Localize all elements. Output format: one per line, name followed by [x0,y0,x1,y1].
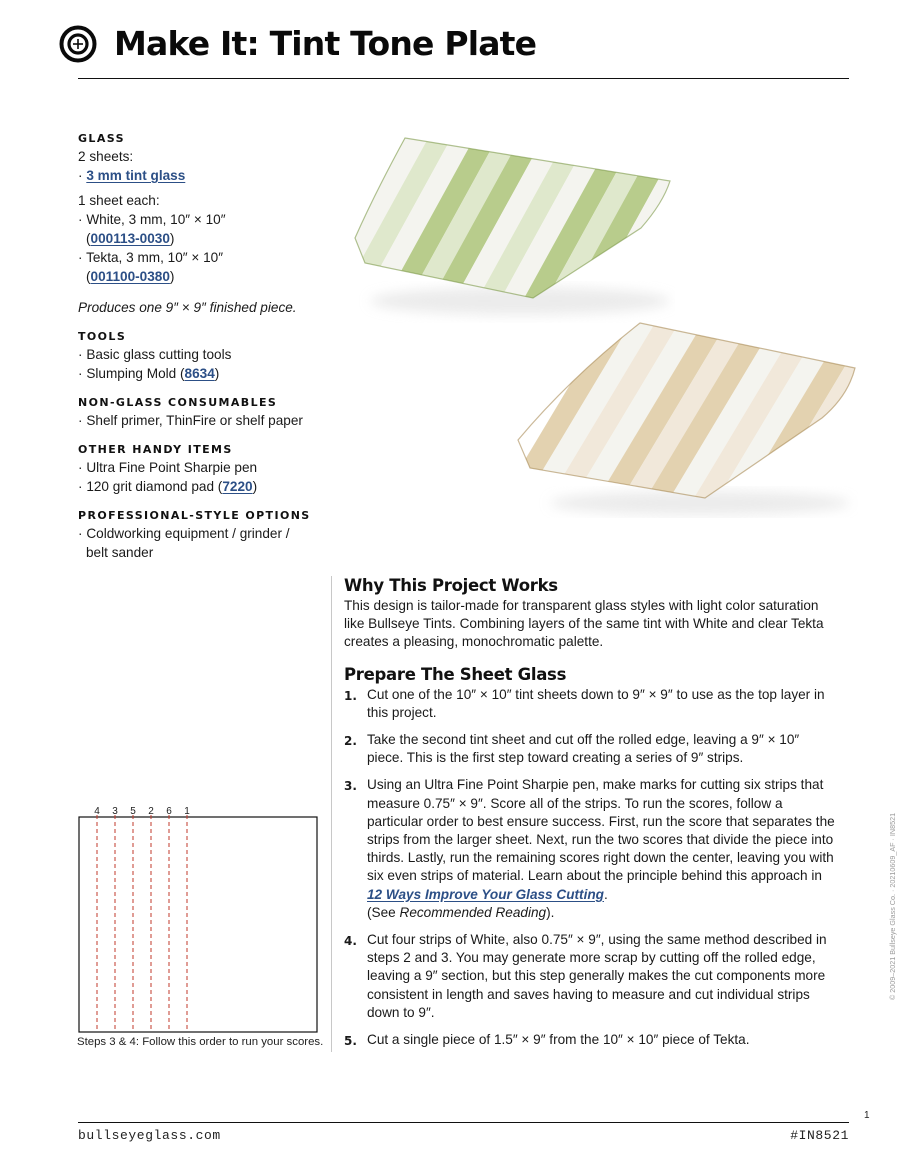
materials-list [78,131,318,562]
copyright-note: © 2009–2021 Bullseye Glass Co. · 20210609_AF · IN8521 [888,812,897,1000]
score-order-label: 1 [184,806,190,817]
step-item [344,776,839,922]
diagram-caption: Steps 3 & 4: Follow this order to run your scores. [77,1036,324,1048]
step-item [344,731,839,767]
score-order-label: 5 [130,806,136,817]
step-number: 1. [344,688,357,703]
recommended-reading-ref: Recommended Reading [399,904,547,920]
score-order-label: 3 [112,806,118,817]
consumables-item: · Shelf primer, ThinFire or shelf paper [78,413,303,428]
step-text: ). [546,904,555,920]
prepare-heading: Prepare The Sheet Glass [344,664,567,684]
slumping-mold-link[interactable]: 8634 [184,366,215,381]
paren-close: ) [252,479,258,494]
professional-heading: PROFESSIONAL-STYLE OPTIONS [78,509,311,522]
step-text: . [603,886,608,902]
step-text: Take the second tint sheet and cut off the rolled edge, leaving a 9″ × 10″ piece. This is the first step toward creating a series of 9″ strips. [367,732,800,766]
glass-cutting-article-link[interactable]: 12 Ways Improve Your Glass Cutting [367,886,604,902]
tools-item: · Slumping Mold (8634) [78,366,220,381]
step-item [344,686,839,722]
page-number: 1 [864,1110,870,1121]
white-glass-item: · White, 3 mm, 10″ × 10″ [78,212,226,227]
tint-glass-item: · 3 mm tint glass [78,168,186,183]
step-number: 5. [344,1034,357,1049]
professional-item-cont: belt sander [86,545,154,560]
why-body: This design is tailor-made for transparent glass styles with light color saturation like Bullseye Tints. Combining layers of the same tint with White and clear Tekta creates a pleasing, monochromatic palette. [344,598,824,650]
tools-heading: TOOLS [78,330,127,343]
diamond-pad-link[interactable]: 7220 [222,479,253,494]
document-id: #IN8521 [790,1128,849,1143]
professional-item-label: Coldworking equipment / grinder / [86,526,290,541]
tint-glass-link[interactable]: 3 mm tint glass [86,168,186,183]
professional-item: · Coldworking equipment / grinder / [78,526,290,541]
steps-list [344,686,839,1050]
consumables-heading: NON-GLASS CONSUMABLES [78,396,278,409]
instructions [344,575,839,1058]
consumables-item-label: Shelf primer, ThinFire or shelf paper [86,413,303,428]
score-order-label: 4 [94,806,100,817]
step-item [344,1031,839,1049]
score-order-label: 2 [148,806,154,817]
website-link[interactable]: bullseyeglass.com [78,1128,221,1143]
step-number: 4. [344,934,357,949]
step-number: 3. [344,779,357,794]
step-text: Cut one of the 10″ × 10″ tint sheets down to 9″ × 9″ to use as the top layer in this project. [367,686,825,720]
tekta-glass-code-link[interactable]: 001100-0380 [90,269,170,284]
tools-item-label: Slumping Mold ( [86,366,185,381]
tekta-glass-label: Tekta, 3 mm, 10″ × 10″ [86,250,224,265]
glass-heading: GLASS [78,132,125,145]
step-text: (See [367,904,400,920]
white-glass-label: White, 3 mm, 10″ × 10″ [86,212,226,227]
white-glass-code-line: (000113-0030) [86,231,175,246]
score-order-diagram [78,803,318,1033]
white-glass-code-link[interactable]: 000113-0030 [90,231,170,246]
step-text: Using an Ultra Fine Point Sharpie pen, make marks for cutting six strips that measure 0.75″ × 9″. Score all of the strips. To run the scores, follow a particular order to best ensure success. First, run the score that separates the strips from the larger sheet. Next, run the two scores that divide the piece into thirds. Lastly, run the remaining scores right down the center, leaving you with six even strips of material. Learn about the principle behind this approach in [367,777,835,884]
handy-item: · 120 grit diamond pad (7220) [78,479,258,494]
tekta-glass-code-line: (001100-0380) [86,269,175,284]
tools-item: · Basic glass cutting tools [78,347,232,362]
green-plate-image [345,133,675,323]
page-title: Make It: Tint Tone Plate [114,24,537,63]
header-divider [78,78,849,79]
tekta-glass-item: · Tekta, 3 mm, 10″ × 10″ [78,250,224,265]
bullseye-target-icon [59,25,97,63]
step-number: 2. [344,734,357,749]
handy-item-label: Ultra Fine Point Sharpie pen [86,460,258,475]
one-sheet-label: 1 sheet each: [78,193,160,208]
two-sheets-label: 2 sheets: [78,149,134,164]
footer-divider [78,1122,849,1123]
handy-items-heading: OTHER HANDY ITEMS [78,443,233,456]
step-text: Cut four strips of White, also 0.75″ × 9″, using the same method described in steps 2 and 3. You may generate more scrap by cutting off the rolled edge, leaving a 9″ section, but this step generally makes the cut components more consistent in length and saves having to measure and cut individual strips down to 9″. [367,932,827,1020]
amber-plate-image [510,318,858,518]
handy-item-label: 120 grit diamond pad ( [86,479,223,494]
step-text: Cut a single piece of 1.5″ × 9″ from the 10″ × 10″ piece of Tekta. [367,1032,750,1048]
tools-item-label: Basic glass cutting tools [86,347,232,362]
column-divider [331,576,332,1052]
handy-item: · Ultra Fine Point Sharpie pen [78,460,258,475]
produces-note: Produces one 9″ × 9″ finished piece. [78,300,297,315]
why-heading: Why This Project Works [344,576,558,595]
step-item [344,931,839,1022]
score-order-label: 6 [166,806,172,817]
paren-close: ) [214,366,220,381]
